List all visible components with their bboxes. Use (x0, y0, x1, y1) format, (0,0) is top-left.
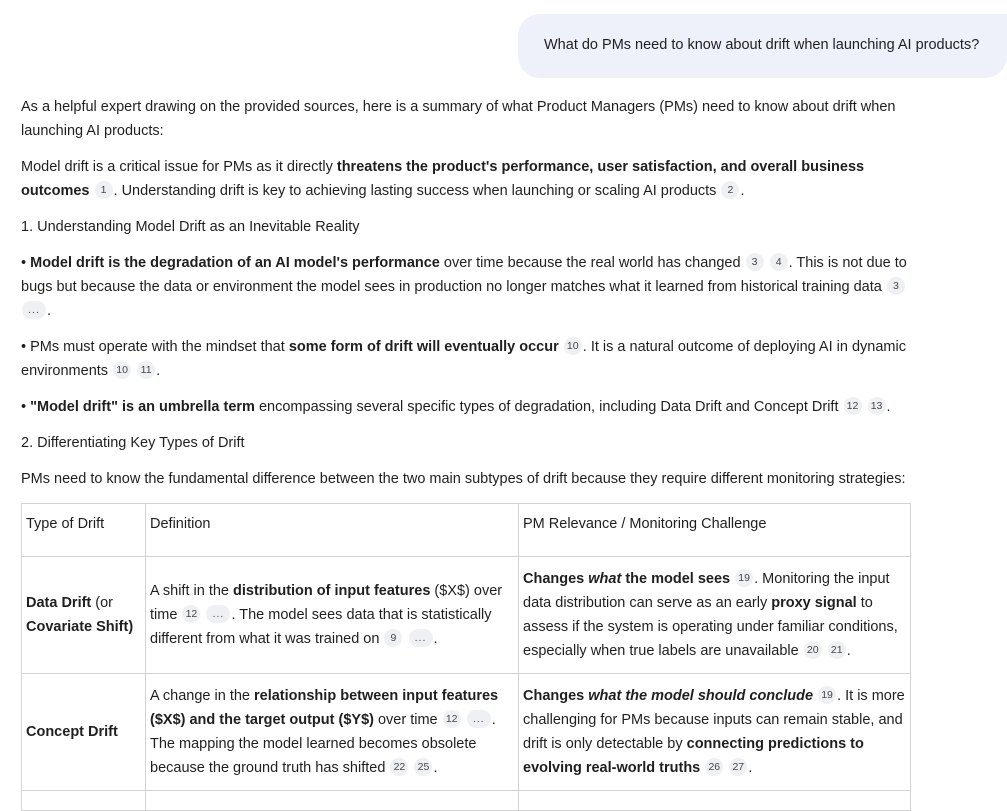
bullet-marker: • (21, 339, 31, 355)
bullet-marker: • (21, 255, 31, 271)
bold-text: some form of drift will eventually occur (288, 339, 559, 355)
text: . This is not due to bugs but because the data or environment the model sees in production no longer matches what it learned from historical training data (21, 255, 907, 295)
citation-chip[interactable]: 12 (844, 397, 862, 415)
bullet-1 (21, 251, 921, 323)
column-header: Definition (146, 504, 519, 557)
text: . It is a natural outcome of deploying AI in dynamic environments (21, 339, 906, 379)
bold-text: "Model drift" is an umbrella term (30, 399, 255, 415)
cell-type (22, 557, 146, 674)
text: . The model sees data that is statistically different from what it was trained on (150, 607, 492, 647)
section2-intro: PMs need to know the fundamental difference between the two main subtypes of drift because they require different monitoring strategies: (21, 471, 906, 487)
text: . (156, 363, 161, 379)
bold-text: Changes (523, 571, 589, 587)
citation-chip[interactable]: 20 (804, 641, 822, 659)
cell-empty (519, 791, 911, 811)
section-heading-2: 2. Differentiating Key Types of Drift (21, 435, 245, 451)
citation-more-chip[interactable]: ... (467, 710, 491, 728)
text: over time because the real world has changed (439, 255, 741, 271)
text: . Understanding drift is key to achieving lasting success when launching or scaling AI products (113, 183, 717, 199)
user-message-bubble (518, 14, 1007, 78)
citation-chip[interactable]: 19 (735, 569, 753, 587)
text: . (740, 183, 745, 199)
cell-type (22, 674, 146, 791)
assistant-response (21, 95, 921, 811)
drift-types-table (21, 503, 911, 811)
section-heading-1: 1. Understanding Model Drift as an Inevitable Reality (21, 219, 360, 235)
cell-relevance (519, 674, 911, 791)
citation-chip[interactable]: 12 (443, 710, 461, 728)
table-row (22, 674, 911, 791)
bullet-2 (21, 335, 921, 383)
citation-chip[interactable]: 19 (818, 686, 836, 704)
paragraph-drift-critical (21, 155, 921, 203)
column-header: PM Relevance / Monitoring Challenge (519, 504, 911, 557)
citation-chip[interactable]: 11 (137, 361, 155, 379)
citation-chip[interactable]: 10 (564, 337, 582, 355)
bold-text: Data Drift (26, 595, 92, 611)
text: encompassing several specific types of degradation, including Data Drift and Concept Drift (254, 399, 839, 415)
text: A change in the (150, 688, 254, 704)
text: . It is more challenging for PMs because inputs can remain stable, and drift is only detectable by (523, 688, 905, 752)
bold-text: Model drift is the degradation of an AI model's performance (30, 255, 440, 271)
text: . (846, 643, 851, 659)
bold-italic-text: what (588, 571, 622, 587)
text: . Monitoring the input data distribution can serve as an early (523, 571, 890, 611)
text: (or (91, 595, 114, 611)
text: to assess if the system is operating under familiar conditions, especially when true labels are unavailable (523, 595, 898, 659)
table-row-partial (22, 791, 911, 811)
citation-chip[interactable]: 12 (182, 605, 200, 623)
text: . (433, 631, 438, 647)
cell-empty (22, 791, 146, 811)
text: PMs must operate with the mindset that (30, 339, 289, 355)
citation-more-chip[interactable]: ... (22, 301, 46, 319)
column-header: Type of Drift (22, 504, 146, 557)
citation-chip[interactable]: 25 (414, 758, 432, 776)
bullet-marker: • (21, 399, 31, 415)
cell-definition (146, 557, 519, 674)
text: . (47, 303, 52, 319)
text: ($X$) over time (150, 583, 503, 623)
table-header-row (22, 504, 911, 557)
citation-chip[interactable]: 3 (746, 253, 764, 271)
citation-chip[interactable]: 4 (770, 253, 788, 271)
text: . (433, 760, 438, 776)
bold-text: threatens the product's performance, user satisfaction, and overall business outcomes (21, 159, 865, 199)
bold-text: connecting predictions to evolving real-world truths (523, 736, 864, 776)
cell-empty (146, 791, 519, 811)
cell-definition (146, 674, 519, 791)
bold-text: ) (128, 619, 134, 635)
bold-text: Concept Drift (26, 724, 118, 740)
text: Model drift is a critical issue for PMs as it directly (21, 159, 337, 175)
table-row (22, 557, 911, 674)
citation-chip[interactable]: 21 (828, 641, 846, 659)
intro-paragraph: As a helpful expert drawing on the provided sources, here is a summary of what Product Managers (PMs) need to know about drift when launching AI products: (21, 99, 896, 139)
citation-more-chip[interactable]: ... (206, 605, 230, 623)
citation-chip[interactable]: 1 (95, 181, 113, 199)
cell-relevance (519, 557, 911, 674)
citation-chip[interactable]: 3 (887, 277, 905, 295)
user-message-text: What do PMs need to know about drift when launching AI products? (544, 37, 980, 53)
text: . (886, 399, 891, 415)
text: over time (373, 712, 438, 728)
citation-chip[interactable]: 22 (390, 758, 408, 776)
bold-text: proxy signal (771, 595, 857, 611)
bold-text: distribution of input features (233, 583, 431, 599)
text: . (748, 760, 753, 776)
bullet-3 (21, 395, 921, 419)
citation-chip[interactable]: 26 (705, 758, 723, 776)
bold-text: Covariate Shift (26, 619, 129, 635)
citation-chip[interactable]: 10 (113, 361, 131, 379)
citation-chip[interactable]: 2 (721, 181, 739, 199)
citation-chip[interactable]: 9 (384, 629, 402, 647)
citation-chip[interactable]: 13 (868, 397, 886, 415)
citation-chip[interactable]: 27 (729, 758, 747, 776)
bold-text: relationship between input features ($X$) and the target output ($Y$) (150, 688, 499, 728)
bold-text: the model sees (621, 571, 731, 587)
bold-text: Changes (523, 688, 589, 704)
text: . The mapping the model learned becomes obsolete because the ground truth has shifted (150, 712, 496, 776)
bold-italic-text: what the model should conclude (588, 688, 814, 704)
citation-more-chip[interactable]: ... (409, 629, 433, 647)
text: A shift in the (150, 583, 234, 599)
